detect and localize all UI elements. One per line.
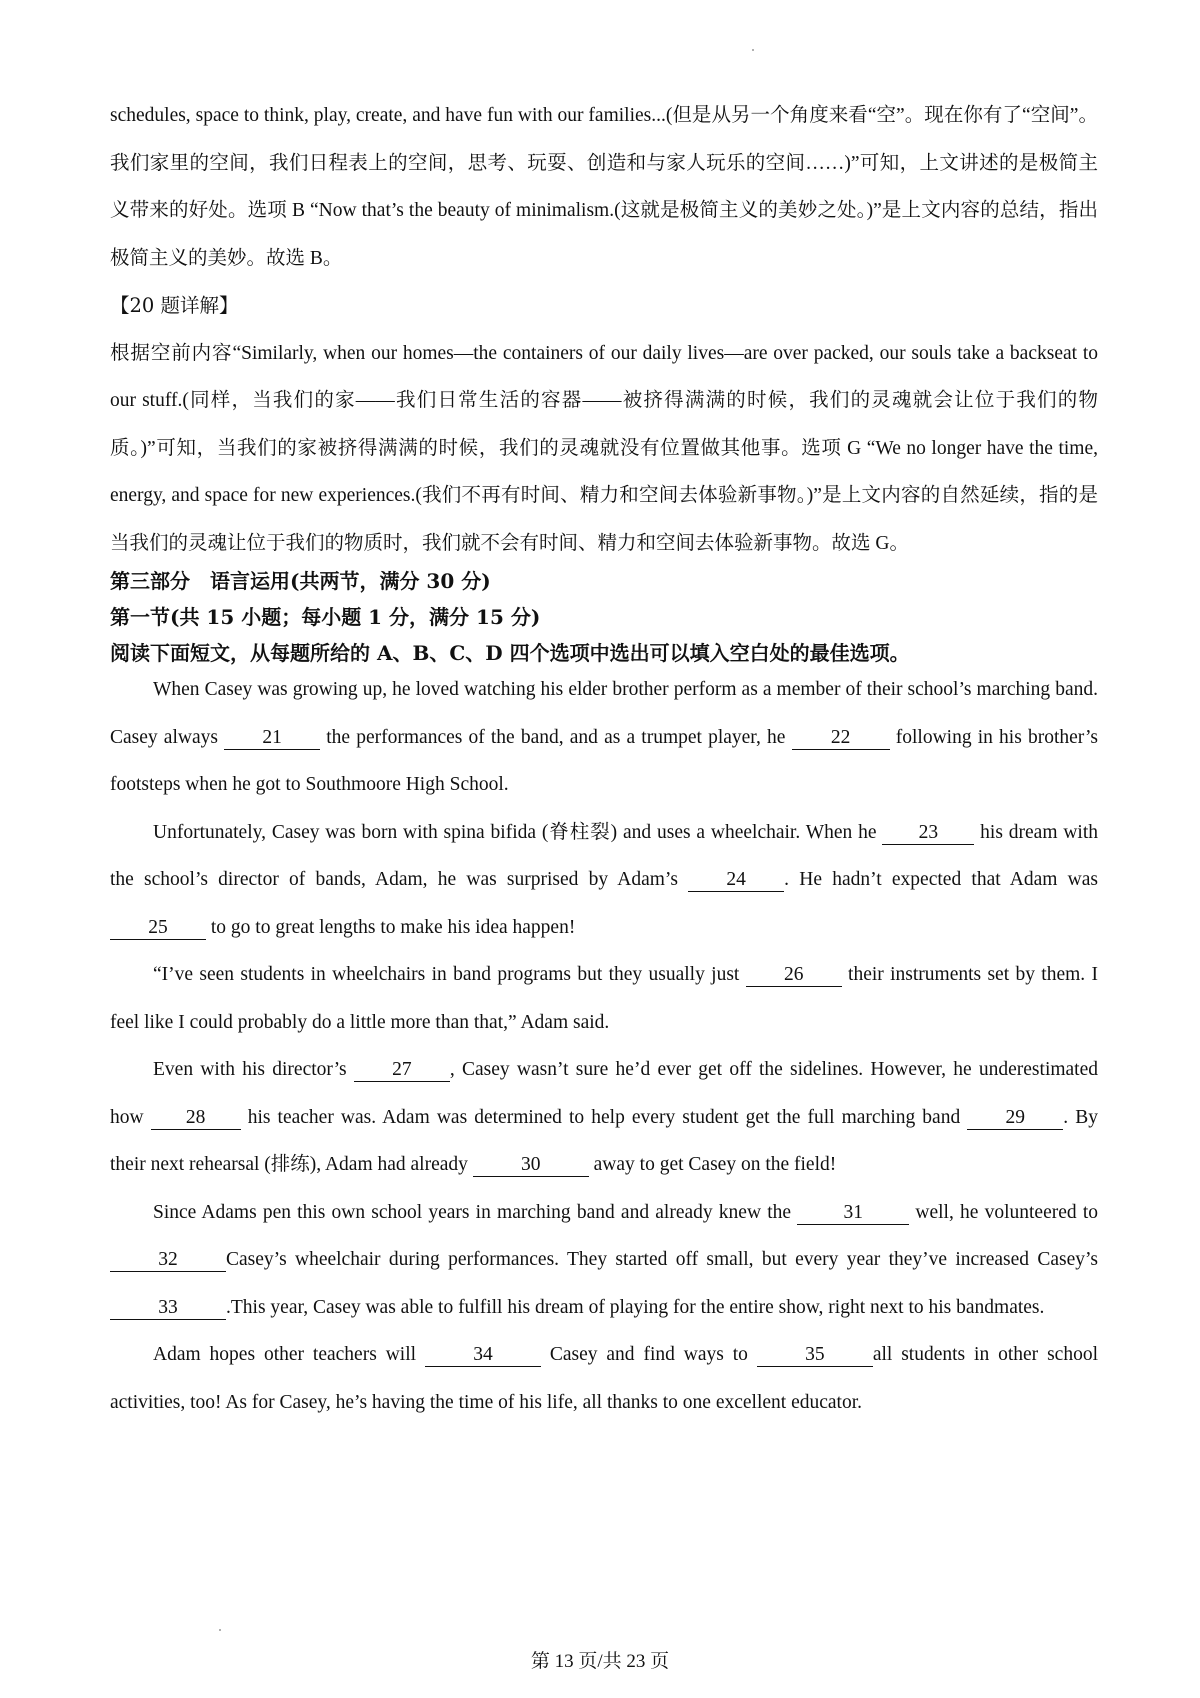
passage-paragraph-1 xyxy=(110,666,1098,809)
blank-31: 31 xyxy=(797,1202,909,1225)
blank-24: 24 xyxy=(688,869,784,892)
instruction: 阅读下面短文，从每题所给的 A、B、C、D 四个选项中选出可以填入空白处的最佳选项。 xyxy=(110,641,910,665)
text-segment: the performances of the band, and as a trumpet player, he xyxy=(320,726,792,748)
section-title: 第三部分 语言运用(共两节，满分 30 分) xyxy=(110,569,491,593)
text-segment: away to get Casey on the field! xyxy=(588,1154,837,1175)
blank-25: 25 xyxy=(110,917,206,940)
text-segment: his teacher was. Adam was determined to help every student get the full marching band xyxy=(240,1106,968,1128)
blank-29: 29 xyxy=(967,1107,1063,1130)
scan-speck xyxy=(219,1629,221,1631)
blank-32: 32 xyxy=(110,1249,226,1272)
text-segment: When Casey was growing up, he loved watching his elder brother perform as a member of their school’s marching band. Casey always xyxy=(110,679,1098,748)
blank-34: 34 xyxy=(425,1344,541,1367)
passage-paragraph-4 xyxy=(110,1046,1098,1189)
text-segment: “I’ve seen students in wheelchairs in band programs but they usually just xyxy=(153,964,746,985)
blank-22: 22 xyxy=(792,727,890,750)
text-segment: Since Adams pen this own school years in marching band and already knew the xyxy=(153,1201,798,1223)
text-segment: to go to great lengths to make his idea happen! xyxy=(206,916,576,938)
blank-23: 23 xyxy=(882,822,974,845)
text-segment: all students in other school activities, too! As for Casey, he’s having the time of his life, all thanks to one excellent educator. xyxy=(110,1344,1098,1413)
text-segment: their instruments set by them. I feel like I could probably do a little more than that,” Adam said. xyxy=(110,964,1098,1033)
explanation-block xyxy=(110,92,1098,567)
text-segment: Adam hopes other teachers will xyxy=(153,1344,425,1365)
text-segment: well, he volunteered to xyxy=(909,1201,1098,1223)
page-footer: 第 13 页/共 23 页 xyxy=(530,1651,670,1672)
intro-paragraph: schedules, space to think, play, create, and have fun with our families...(但是从另一个角度来看“空”。现在你有了“空间”。我们家里的空间，我们日程表上的空间，思考、玩耍、创造和与家人玩乐的空间……)”可知，上文讲述的是极简主义带来的好处。选项 B “Now that’s the beauty of minimalism.(这就是极简主义的美妙之处。)”是上文内容的总结，指出极简主义的美妙。故选 B。 xyxy=(110,105,1098,269)
q20-heading: 【20 题详解】 xyxy=(110,294,239,317)
blank-30: 30 xyxy=(473,1154,589,1177)
blank-21: 21 xyxy=(224,727,320,750)
passage-paragraph-3 xyxy=(110,951,1098,1046)
blank-33: 33 xyxy=(110,1297,226,1320)
passage-paragraph-2 xyxy=(110,809,1098,952)
text-segment: . He hadn’t expected that Adam was xyxy=(784,869,1098,890)
subsection-title: 第一节(共 15 小题；每小题 1 分，满分 15 分) xyxy=(110,605,541,629)
text-segment: Casey’s wheelchair during performances. They started off small, but every year they’ve increased Casey’s xyxy=(226,1249,1098,1270)
blank-28: 28 xyxy=(151,1107,241,1130)
text-segment: his dream with the school’s director of bands, Adam, he was surprised by Adam’s xyxy=(110,821,1098,890)
blank-26: 26 xyxy=(746,964,842,987)
passage-paragraph-6 xyxy=(110,1331,1098,1426)
text-segment: following in his brother’s footsteps when he got to Southmoore High School. xyxy=(110,726,1098,795)
scan-speck xyxy=(752,49,754,51)
blank-35: 35 xyxy=(757,1344,873,1367)
text-segment: , Casey wasn’t sure he’d ever get off the sidelines. However, he underestimated how xyxy=(110,1059,1099,1128)
text-segment: Unfortunately, Casey was born with spina bifida (脊柱裂) and uses a wheelchair. When he xyxy=(153,821,883,843)
text-segment: Casey and find ways to xyxy=(540,1344,757,1365)
cloze-passage xyxy=(110,666,1098,1426)
text-segment: .This year, Casey was able to fulfill his dream of playing for the entire show, right next to his bandmates. xyxy=(226,1296,1045,1318)
q20-paragraph: 根据空前内容“Similarly, when our homes—the containers of our daily lives—are over packed, our souls take a backseat to our stuff.(同样，当我们的家——我们日常生活的容器——被挤得满满的时候，我们的灵魂就会让位于我们的物质。)”可知，当我们的家被挤得满满的时候，我们的灵魂就没有位置做其他事。选项 G “We no longer have the time, energy, and space for new experiences.(我们不再有时间、精力和空间去体验新事物。)”是上文内容的自然延续，指的是当我们的灵魂让位于我们的物质时，我们就不会有时间、精力和空间去体验新事物。故选 G。 xyxy=(110,342,1098,554)
text-segment: Even with his director’s xyxy=(153,1059,354,1080)
blank-27: 27 xyxy=(354,1059,450,1082)
text-segment: . By their next rehearsal (排练), Adam had already xyxy=(110,1106,1098,1175)
passage-paragraph-5 xyxy=(110,1189,1098,1332)
